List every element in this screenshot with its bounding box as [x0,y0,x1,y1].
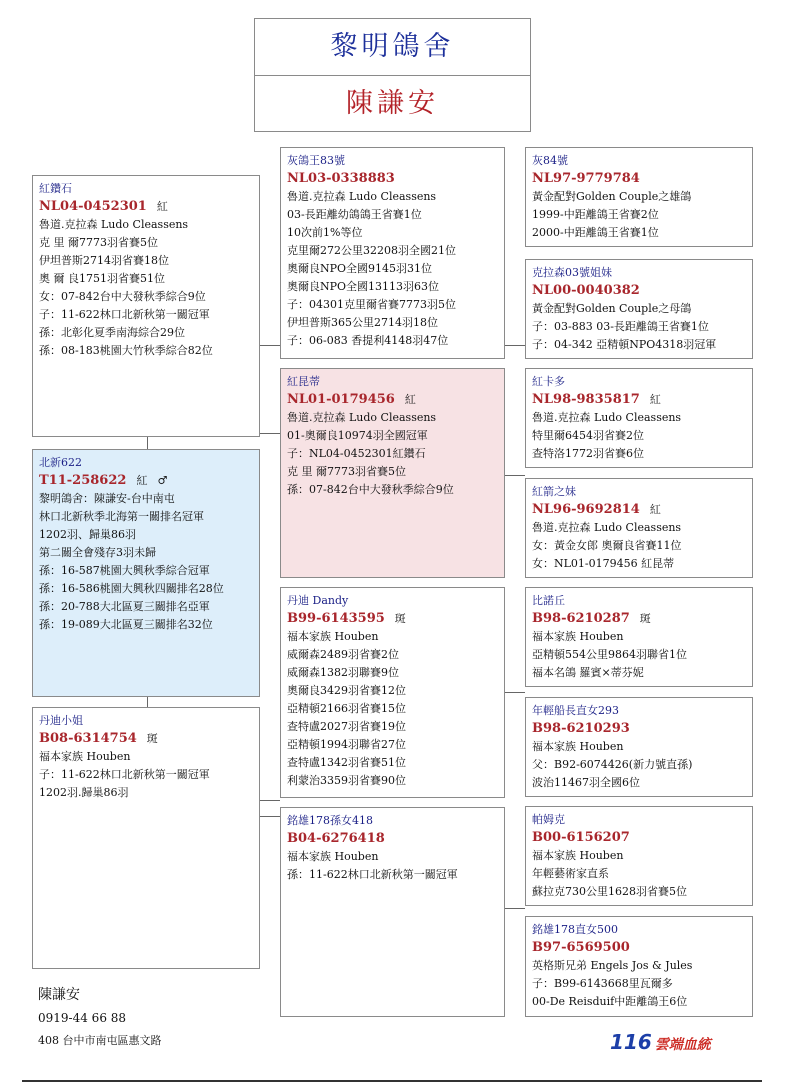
pedigree-line: 女：07-842台中大發秋季綜合9位 [39,290,206,303]
pedigree-line: 魯道.克拉森 Ludo Cleassens [532,521,682,534]
connector-line [505,345,525,346]
pedigree-card-dss [525,587,753,687]
sex-icon: ♂ [157,474,168,487]
pedigree-line: 福本家族 Houben [287,850,379,863]
pigeon-name: 丹迪小姐 [39,714,83,727]
ring-number: NL98-9835817 紅 [532,392,661,407]
pedigree-line: 魯道.克拉森 Ludo Cleassens [287,190,437,203]
pedigree-card-ddd [525,916,753,1017]
pedigree-line: 查特盧2027羽省賽19位 [287,720,406,733]
ring-number: NL00-0040382 [532,283,640,298]
ring-number: NL96-9692814 紅 [532,502,661,517]
pedigree-line: 1202羽、歸巢86羽 [39,528,136,541]
pedigree-line: 子：11-622林口北新秋第一關冠軍 [39,308,210,321]
owner-address: 408 台中市南屯區惠文路 [38,1034,162,1047]
pedigree-line: 子：04301克里爾省賽7773羽5位 [287,298,456,311]
pedigree-line: 1999-中距離鴿王省賽2位 [532,208,659,221]
ring-number: B99-6143595 斑 [287,611,406,626]
pedigree-card-dsd [525,697,753,797]
ring-number: NL03-0338883 [287,171,395,186]
pedigree-line: 黃金配對Golden Couple之母鴿 [532,302,692,315]
ring-number: B97-6569500 [532,940,630,955]
connector-line [260,800,280,801]
pedigree-line: 孫：19-089大北區夏三關排名32位 [39,618,213,631]
connector-line [260,345,280,346]
pedigree-line: 女：黃金女郎 奧爾良省賽11位 [532,539,682,552]
pedigree-line: 魯道.克拉森 Ludo Cleassens [532,411,682,424]
pedigree-line: 查特洛1772羽省賽6位 [532,447,644,460]
pigeon-color: 紅 [136,474,148,487]
pedigree-line: 子：B99-6143668里瓦爾多 [532,977,673,990]
owner-title: 陳謙安 [346,88,439,119]
pedigree-line: 01-奧爾良10974羽全國冠軍 [287,429,428,442]
ring-number: NL04-0452301 紅 [39,199,168,214]
pedigree-notes [287,848,498,884]
pedigree-line: 英格斯兄弟 Engels Jos & Jules [532,959,693,972]
pedigree-card-dam-sire [280,587,505,798]
pedigree-line: 福本家族 Houben [287,630,379,643]
pedigree-line: 孫：北彰化夏季南海綜合29位 [39,326,185,339]
pedigree-line: 亞精頓2166羽省賽15位 [287,702,406,715]
pigeon-name: 灰鴿王83號 [287,154,345,167]
pedigree-line: 福本家族 Houben [39,750,131,763]
pedigree-notes [39,490,253,634]
pedigree-line: 林口北新秋季北海第一關排名冠軍 [39,510,204,523]
ring-number: NL97-9779784 [532,171,640,186]
pedigree-line: 亞精頓554公里9864羽聯省1位 [532,648,687,661]
pedigree-line: 威爾森2489羽省賽2位 [287,648,399,661]
pigeon-color: 斑 [394,612,406,625]
pedigree-card-sdd [525,478,753,578]
pedigree-line: 福本家族 Houben [532,740,624,753]
loft-title: 黎明鴿舍 [255,19,530,76]
pedigree-line: 魯道.克拉森 Ludo Cleassens [39,218,189,231]
pedigree-line: 特里爾6454羽省賽2位 [532,429,644,442]
logo-text: 雲端血統 [654,1037,711,1053]
pedigree-card-dam-dam [280,807,505,1017]
pedigree-notes [532,628,746,682]
owner-phone: 0919-44 66 88 [38,1011,127,1025]
pedigree-line: 第二關全會殘存3羽未歸 [39,546,156,559]
pedigree-line: 奧爾良NPO全國13113羽63位 [287,280,440,293]
ring-number: B00-6156207 [532,830,630,845]
ring-number: B04-6276418 [287,831,385,846]
pedigree-line: 黎明鴿舍：陳謙安-台中南屯 [39,492,175,505]
pigeon-name: 年輕船長直女293 [532,704,619,717]
pedigree-card-sds [525,368,753,468]
pedigree-line: 福本家族 Houben [532,849,624,862]
pigeon-color: 紅 [649,393,661,406]
pedigree-line: 子：11-622林口北新秋第一關冠軍 [39,768,210,781]
pedigree-line: 黃金配對Golden Couple之雄鴿 [532,190,692,203]
owner-name: 陳謙安 [38,987,80,1003]
pedigree-notes [532,847,746,901]
pigeon-color: 斑 [639,612,651,625]
pedigree-line: 子：04-342 亞精頓NPO4318羽冠軍 [532,338,717,351]
pigeon-color: 紅 [649,503,661,516]
pedigree-line: 孫：07-842台中大發秋季綜合9位 [287,483,454,496]
pedigree-line: 03-長距離幼鴿鴿王省賽1位 [287,208,422,221]
pedigree-notes [532,188,746,242]
pigeon-name: 紅鑽石 [39,182,72,195]
pedigree-notes [39,216,253,360]
pedigree-line: 伊坦普斯365公里2714羽18位 [287,316,438,329]
pedigree-card-subject [32,449,260,697]
pedigree-line: 00-De Reisduif中距離鴿王6位 [532,995,688,1008]
pedigree-line: 克 里 爾7773羽省賽5位 [39,236,158,249]
pedigree-line: 年輕藝術家直系 [532,867,609,880]
pigeon-name: 灰84號 [532,154,568,167]
pedigree-line: 威爾森1382羽聯賽9位 [287,666,399,679]
pedigree-line: 女：NL01-0179456 紅昆蒂 [532,557,675,570]
pigeon-name: 北新622 [39,456,82,469]
pedigree-card-dds [525,806,753,906]
ring-number: B08-6314754 斑 [39,731,158,746]
pedigree-line: 查特盧1342羽省賽51位 [287,756,406,769]
pedigree-line: 孫：16-587桃園大興秋季綜合冠軍 [39,564,210,577]
pedigree-card-sire-sire [280,147,505,359]
pedigree-notes [39,748,253,802]
connector-line [147,697,148,707]
pedigree-line: 伊坦普斯2714羽省賽18位 [39,254,169,267]
pedigree-line: 10次前1%等位 [287,226,363,239]
pedigree-line: 父：B92-6074426(新力號直孫) [532,758,693,771]
pedigree-line: 孫：16-586桃園大興秋四關排名28位 [39,582,224,595]
ring-number: NL01-0179456 紅 [287,392,416,407]
pedigree-card-ssd [525,259,753,359]
pigeon-name: 銘雄178直女500 [532,923,618,936]
connector-line [260,433,280,434]
pedigree-card-sss [525,147,753,247]
ring-number: B98-6210287 斑 [532,611,651,626]
pedigree-line: 福本名鴿 羅賓×蒂芬妮 [532,666,644,679]
pigeon-name: 銘雄178孫女418 [287,814,373,827]
pedigree-line: 魯道.克拉森 Ludo Cleassens [287,411,437,424]
pedigree-line: 2000-中距離鴿王省賽1位 [532,226,659,239]
pedigree-notes [532,519,746,573]
pedigree-line: 利蒙治3359羽省賽90位 [287,774,406,787]
pedigree-notes [287,409,498,499]
pedigree-notes [287,628,498,790]
pedigree-line: 奧爾良3429羽省賽12位 [287,684,406,697]
pigeon-name: 紅卡多 [532,375,565,388]
pedigree-line: 孫：20-788大北區夏三關排名亞軍 [39,600,210,613]
ring-number: B98-6210293 [532,721,630,736]
pigeon-color: 紅 [156,200,168,213]
pedigree-card-sire [32,175,260,437]
pedigree-line: 亞精頓1994羽聯省27位 [287,738,406,751]
pedigree-line: 孫：08-183桃園大竹秋季綜合82位 [39,344,213,357]
pedigree-notes [532,300,746,354]
pigeon-color: 斑 [146,732,158,745]
pedigree-notes [287,188,498,350]
pedigree-line: 奧爾良NPO全國9145羽31位 [287,262,433,275]
owner-contact [38,983,162,1053]
ring-number: T11-258622 紅 ♂ [39,473,168,488]
pedigree-notes [532,957,746,1011]
pigeon-name: 紅箭之妹 [532,485,576,498]
pigeon-name: 丹迪 Dandy [287,594,349,607]
pigeon-color: 紅 [404,393,416,406]
title-box [254,18,531,132]
pedigree-line: 子：NL04-0452301紅鑽石 [287,447,426,460]
connector-line [147,437,148,449]
pedigree-card-dam [32,707,260,969]
pigeon-name: 紅昆蒂 [287,375,320,388]
pedigree-card-sire-dam [280,368,505,578]
pigeon-name: 克拉森03號姐妹 [532,266,612,279]
pedigree-line: 子：03-883 03-長距離鴿王省賽1位 [532,320,709,333]
pigeon-name: 比諾丘 [532,594,565,607]
connector-line [505,475,525,476]
connector-line [505,692,525,693]
pedigree-line: 子：06-083 香提利4148羽47位 [287,334,449,347]
logo-number: 116 [610,1030,652,1054]
pedigree-line: 福本家族 Houben [532,630,624,643]
pedigree-line: 波治11467羽全國6位 [532,776,640,789]
brand-logo [610,1030,711,1054]
pedigree-line: 克 里 爾7773羽省賽5位 [287,465,406,478]
pedigree-line: 1202羽.歸巢86羽 [39,786,129,799]
pedigree-notes [532,409,746,463]
pedigree-line: 孫：11-622林口北新秋第一關冠軍 [287,868,458,881]
connector-line [505,908,525,909]
pigeon-name: 帕姆克 [532,813,565,826]
connector-line [260,816,280,817]
pedigree-line: 克里爾272公里32208羽全國21位 [287,244,456,257]
pedigree-notes [532,738,746,792]
pedigree-line: 蘇拉克730公里1628羽省賽5位 [532,885,687,898]
bottom-divider [22,1080,762,1082]
pedigree-line: 奧 爾 良1751羽省賽51位 [39,272,165,285]
